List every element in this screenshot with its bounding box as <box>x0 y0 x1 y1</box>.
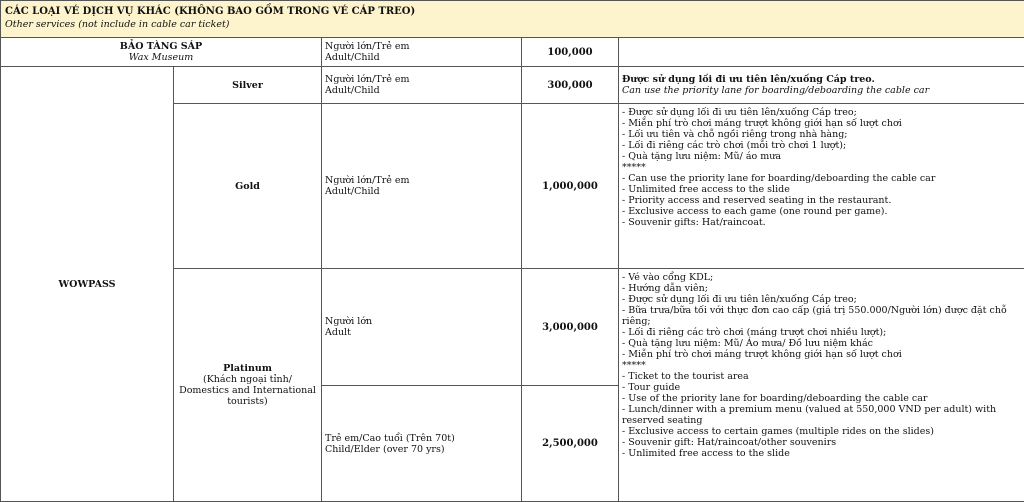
silver-price: 300,000 <box>522 67 619 104</box>
wax-age-cell <box>322 38 522 67</box>
gold-desc-line: - Souvenir gifts: Hat/raincoat. <box>622 217 1021 228</box>
wax-museum-cell <box>1 38 322 67</box>
platinum-desc-line: - Souvenir gift: Hat/raincoat/other souvenirs <box>622 437 1021 448</box>
section-header <box>1 1 1024 38</box>
platinum-desc-line: - Use of the priority lane for boarding/deboarding the cable car <box>622 393 1021 404</box>
platinum-desc-line: - Quà tặng lưu niệm: Mũ/ Áo mưa/ Đồ lưu niệm khác <box>622 338 1021 349</box>
platinum-adult-age-en: Adult <box>325 327 518 338</box>
gold-desc-line: - Miễn phí trò chơi máng trượt không giới hạn số lượt chơi <box>622 118 1021 129</box>
platinum-child-age-en: Child/Elder (over 70 yrs) <box>325 444 518 455</box>
platinum-tier-cell <box>174 269 322 502</box>
platinum-desc-cell <box>619 269 1024 502</box>
platinum-desc-line: ***** <box>622 360 1021 371</box>
silver-age-cell <box>322 67 522 104</box>
gold-desc-line: - Quà tặng lưu niệm: Mũ/ áo mưa <box>622 151 1021 162</box>
silver-age-en: Adult/Child <box>325 85 518 96</box>
wax-desc-cell <box>619 38 1024 67</box>
gold-age-cell <box>322 104 522 269</box>
wax-age-vi: Người lớn/Trẻ em <box>325 41 518 52</box>
platinum-desc-line: - Được sử dụng lối đi ưu tiên lên/xuống Cáp treo; <box>622 294 1021 305</box>
silver-desc-vi: Được sử dụng lối đi ưu tiên lên/xuống Cáp treo. <box>622 74 1021 85</box>
gold-desc-line: - Can use the priority lane for boarding/deboarding the cable car <box>622 173 1021 184</box>
wax-price: 100,000 <box>522 38 619 67</box>
platinum-desc-line: - Lunch/dinner with a premium menu (valued at 550,000 VND per adult) with reserved seating <box>622 404 1021 426</box>
platinum-tier-note: (Khách ngoại tỉnh/ Domestics and International tourists) <box>177 374 318 407</box>
gold-desc-line: - Unlimited free access to the slide <box>622 184 1021 195</box>
platinum-desc-line: - Hướng dẫn viên; <box>622 283 1021 294</box>
section-subtitle: Other services (not include in cable car ticket) <box>5 19 1020 30</box>
platinum-adult-age-cell <box>322 269 522 386</box>
wax-age-en: Adult/Child <box>325 52 518 63</box>
platinum-tier: Platinum <box>177 363 318 374</box>
gold-price: 1,000,000 <box>522 104 619 269</box>
gold-age-en: Adult/Child <box>325 186 518 197</box>
platinum-desc-line: - Miễn phí trò chơi máng trượt không giới hạn số lượt chơi <box>622 349 1021 360</box>
wax-museum-name: BẢO TÀNG SÁP <box>4 41 318 52</box>
platinum-desc-line: - Bữa trưa/bữa tối với thực đơn cao cấp (giá trị 550.000/Người lớn) được đặt chỗ riêng; <box>622 305 1021 327</box>
platinum-desc-line: - Ticket to the tourist area <box>622 371 1021 382</box>
gold-desc-line: ***** <box>622 162 1021 173</box>
gold-desc-line: - Exclusive access to each game (one round per game). <box>622 206 1021 217</box>
platinum-desc-line: - Unlimited free access to the slide <box>622 448 1021 459</box>
platinum-desc-line: - Tour guide <box>622 382 1021 393</box>
gold-age-vi: Người lớn/Trẻ em <box>325 175 518 186</box>
section-title: CÁC LOẠI VÉ DỊCH VỤ KHÁC (KHÔNG BAO GỒM TRONG VÉ CÁP TREO) <box>5 3 1020 17</box>
gold-desc-line: - Lối ưu tiên và chỗ ngồi riêng trong nhà hàng; <box>622 129 1021 140</box>
gold-desc-line: - Lối đi riêng các trò chơi (mỗi trò chơi 1 lượt); <box>622 140 1021 151</box>
platinum-child-age-cell <box>322 386 522 502</box>
gold-desc-line: - Được sử dụng lối đi ưu tiên lên/xuống Cáp treo; <box>622 107 1021 118</box>
platinum-adult-age-vi: Người lớn <box>325 316 518 327</box>
platinum-desc-line: - Exclusive access to certain games (multiple rides on the slides) <box>622 426 1021 437</box>
silver-tier: Silver <box>174 67 322 104</box>
platinum-child-age-vi: Trẻ em/Cao tuổi (Trên 70t) <box>325 433 518 444</box>
gold-tier: Gold <box>174 104 322 269</box>
platinum-desc-line: - Lối đi riêng các trò chơi (máng trượt chơi nhiều lượt); <box>622 327 1021 338</box>
gold-desc-line: - Priority access and reserved seating in the restaurant. <box>622 195 1021 206</box>
silver-desc-cell <box>619 67 1024 104</box>
platinum-desc-line: - Vé vào cổng KDL; <box>622 272 1021 283</box>
silver-desc-en: Can use the priority lane for boarding/deboarding the cable car <box>622 85 1021 96</box>
wax-museum-name-en: Wax Museum <box>4 52 318 63</box>
silver-age-vi: Người lớn/Trẻ em <box>325 74 518 85</box>
platinum-child-price: 2,500,000 <box>522 386 619 502</box>
platinum-adult-price: 3,000,000 <box>522 269 619 386</box>
wowpass-label: WOWPASS <box>1 67 174 502</box>
gold-desc-cell <box>619 104 1024 269</box>
